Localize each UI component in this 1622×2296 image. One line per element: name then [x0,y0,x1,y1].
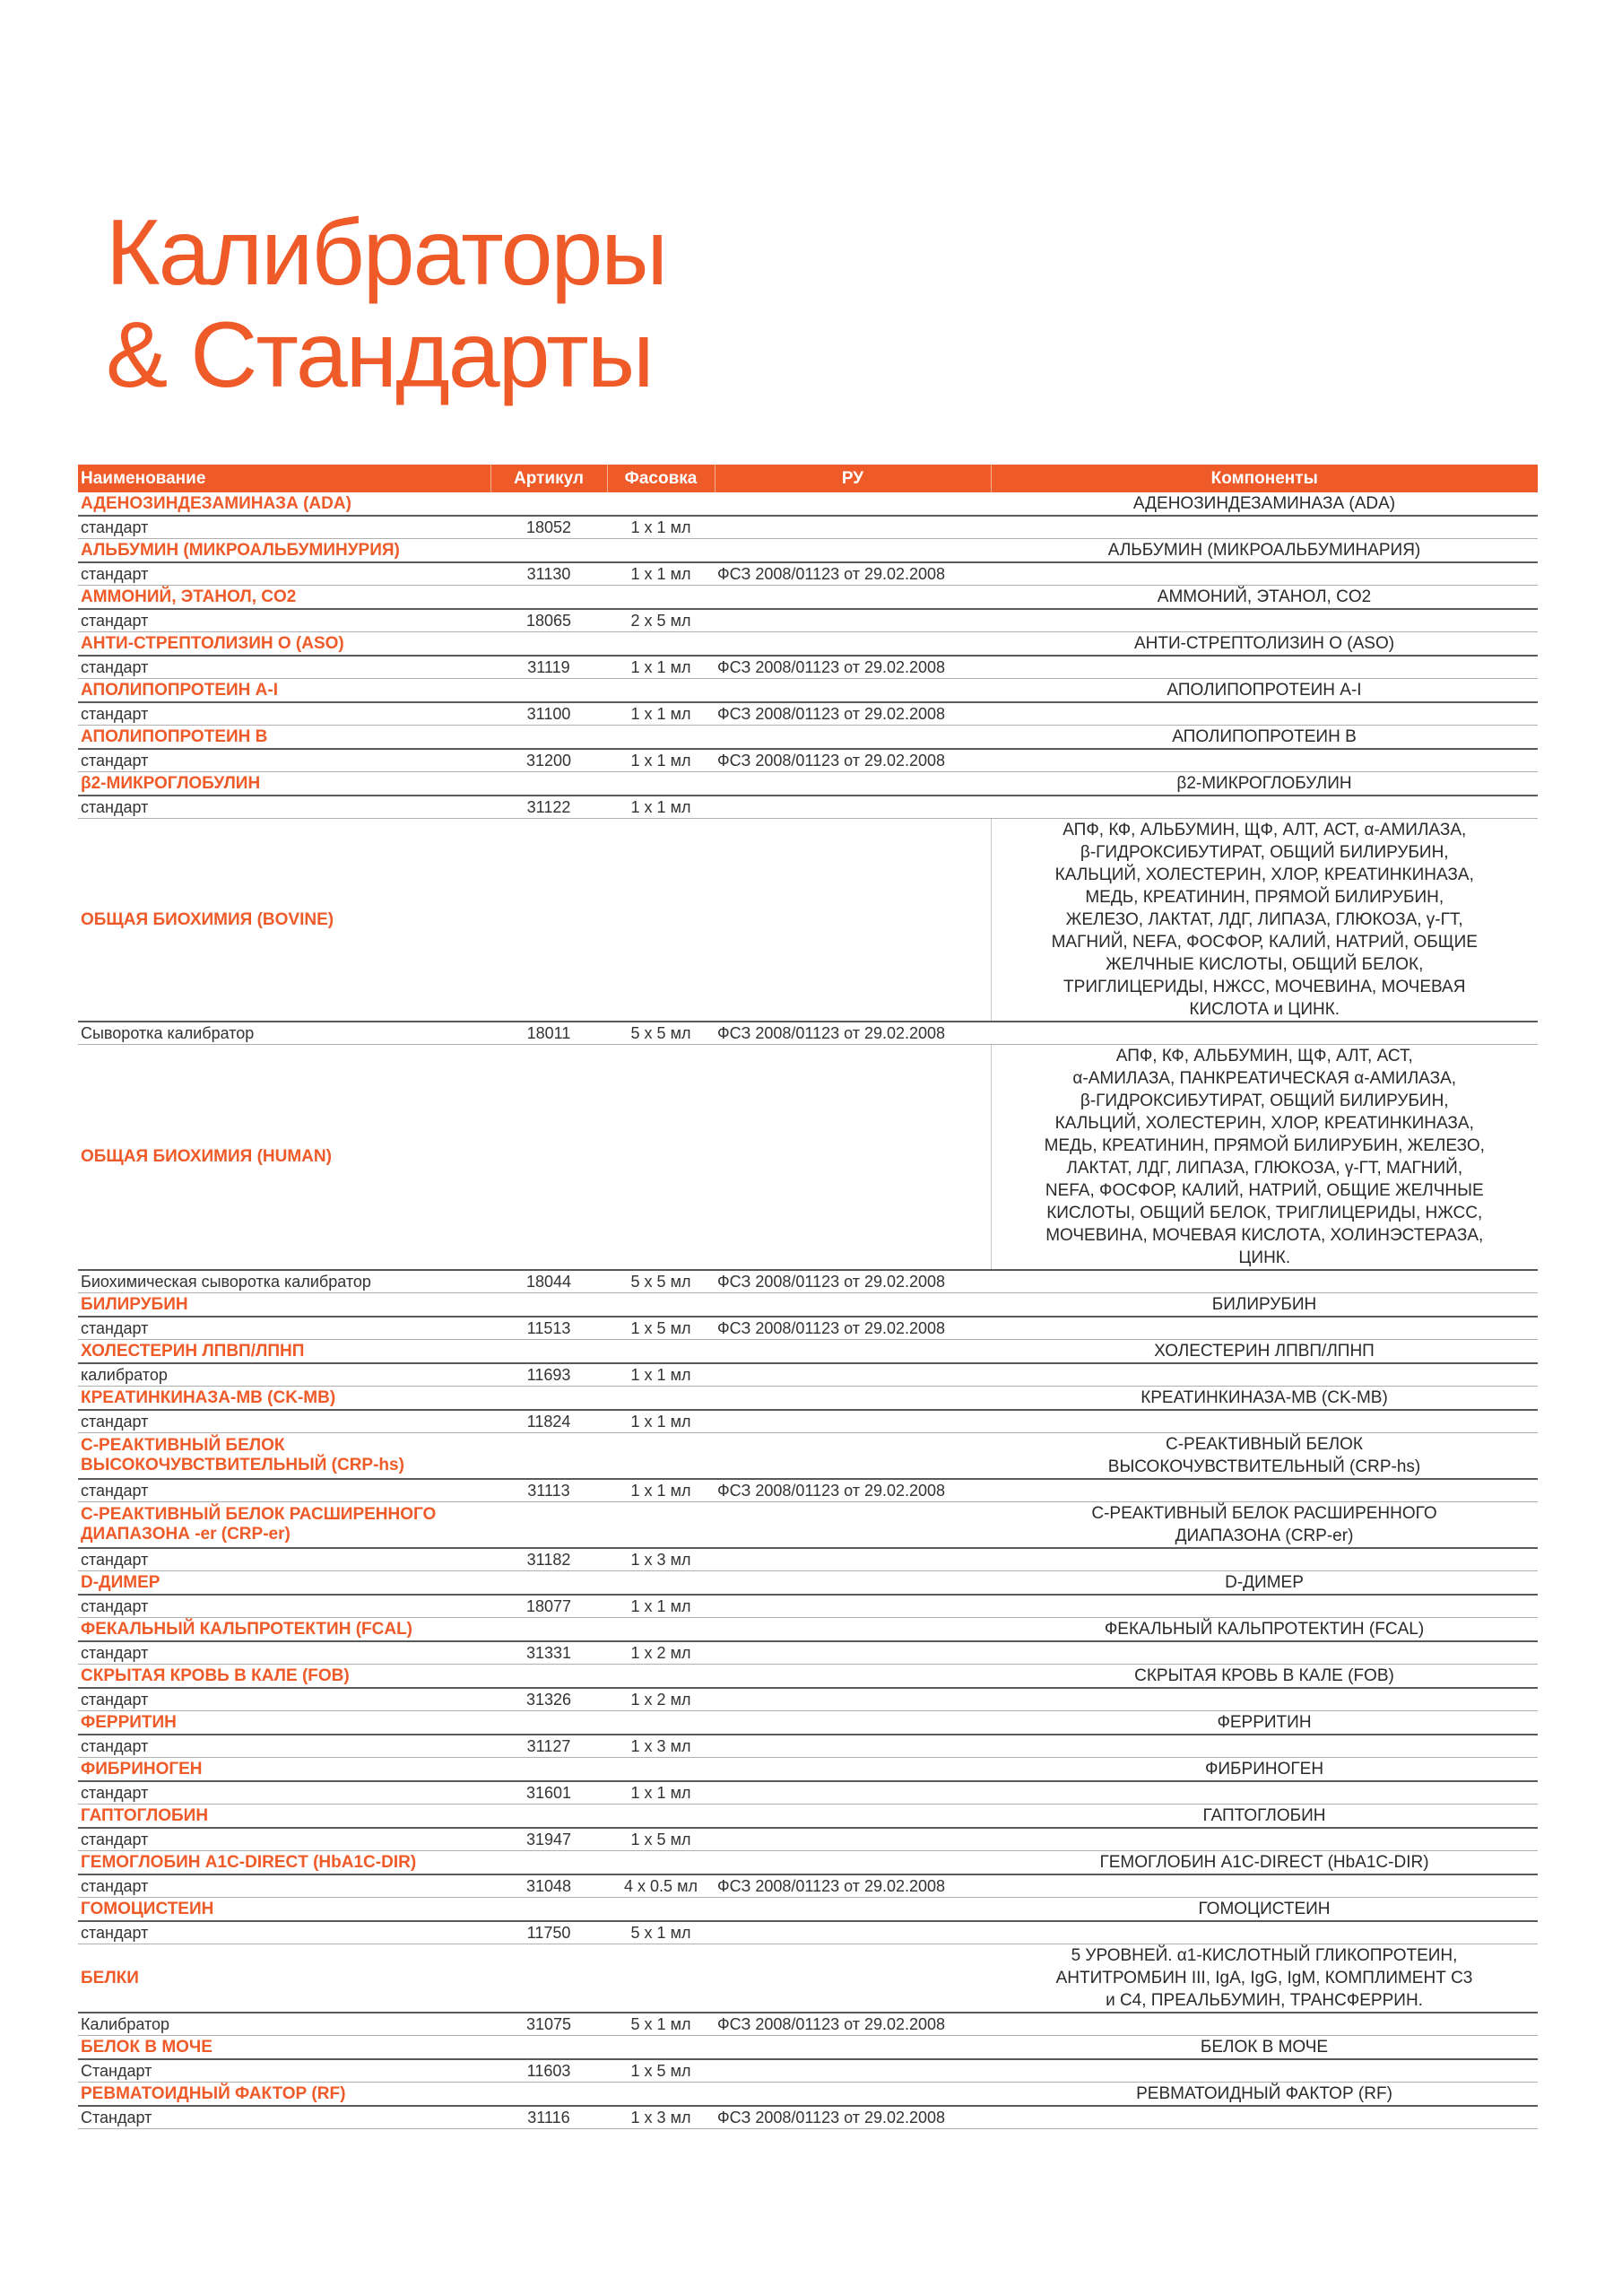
product-name: D-ДИМЕР [78,1571,715,1596]
item-description: Калибратор [78,2013,490,2036]
empty-cell [991,1828,1538,1851]
item-ru [715,1735,991,1758]
product-table-container [78,465,1538,2129]
empty-cell [715,1851,991,1875]
text-line: β-ГИДРОКСИБУТИРАТ, ОБЩИЙ БИЛИРУБИН, [1080,843,1449,862]
item-ru: ФСЗ 2008/01123 от 29.02.2008 [715,2106,991,2129]
item-article: 31326 [490,1688,607,1711]
text-line: АНТИТРОМБИН III, IgA, IgG, IgM, КОМПЛИМЕНТ C3 [1055,1969,1473,1987]
product-components: ФИБРИНОГЕН [991,1758,1538,1782]
empty-cell [715,1340,991,1364]
empty-cell [991,2106,1538,2129]
item-row [78,562,1538,586]
item-article: 18065 [490,609,607,632]
header-name: Наименование [78,465,490,492]
title-line-1: Калибраторы [106,201,667,305]
product-components: АЛЬБУМИН (МИКРОАЛЬБУМИНАРИЯ) [991,539,1538,563]
item-ru [715,1688,991,1711]
text-line: МЕДЬ, КРЕАТИНИН, ПРЯМОЙ БИЛИРУБИН, [1085,888,1444,907]
product-components: РЕВМАТОИДНЫЙ ФАКТОР (RF) [991,2083,1538,2107]
text-line: КАЛЬЦИЙ, ХОЛЕСТЕРИН, ХЛОР, КРЕАТИНКИНАЗА, [1054,865,1474,884]
item-row [78,2059,1538,2083]
empty-cell [715,492,991,516]
item-row [78,1828,1538,1851]
item-pack: 1 x 1 мл [607,516,715,539]
item-article: 31601 [490,1781,607,1805]
header-article: Артикул [490,465,607,492]
empty-cell [991,1595,1538,1618]
text-line: МОЧЕВИНА, МОЧЕВАЯ КИСЛОТА, ХОЛИНЭСТЕРАЗА, [1045,1226,1484,1245]
item-description: стандарт [78,1874,490,1898]
item-article: 31048 [490,1874,607,1898]
text-line: ДИАПАЗОНА (CRP-er) [1175,1526,1354,1545]
item-article: 18052 [490,516,607,539]
item-description: Сыворотка калибратор [78,1022,490,1045]
empty-cell [991,702,1538,726]
product-components: ГОМОЦИСТЕИН [991,1898,1538,1922]
item-article: 31119 [490,656,607,679]
header-components: Компоненты [991,465,1538,492]
product-name: АПОЛИПОПРОТЕИН A-I [78,679,715,703]
product-row [78,539,1538,563]
product-components: АММОНИЙ, ЭТАНОЛ, CO2 [991,586,1538,610]
header-ru: РУ [715,465,991,492]
product-row [78,1665,1538,1689]
empty-cell [715,1665,991,1689]
empty-cell [715,1758,991,1782]
empty-cell [991,1688,1538,1711]
product-name: КРЕАТИНКИНАЗА-MB (CK-MB) [78,1387,715,1411]
text-line: С-РЕАКТИВНЫЙ БЕЛОК РАСШИРЕННОГО [81,1505,437,1524]
empty-cell [715,1387,991,1411]
product-name: РЕВМАТОИДНЫЙ ФАКТОР (RF) [78,2083,715,2107]
product-row [78,1711,1538,1735]
text-line: МЕДЬ, КРЕАТИНИН, ПРЯМОЙ БИЛИРУБИН, ЖЕЛЕЗО, [1044,1136,1485,1155]
item-description: стандарт [78,1548,490,1571]
product-name: АММОНИЙ, ЭТАНОЛ, CO2 [78,586,715,610]
product-name: ГЕМОГЛОБИН A1C-DIRECT (HbA1C-DIR) [78,1851,715,1875]
item-row [78,1641,1538,1665]
item-article: 11750 [490,1921,607,1944]
empty-cell [715,1805,991,1829]
item-pack: 1 x 5 мл [607,1317,715,1340]
page-title [106,202,666,406]
text-line: ЦИНК. [1238,1248,1291,1267]
item-description: стандарт [78,1317,490,1340]
product-row [78,1571,1538,1596]
item-description: стандарт [78,562,490,586]
empty-cell [991,1735,1538,1758]
item-ru [715,1595,991,1618]
empty-cell [991,1479,1538,1502]
item-row [78,702,1538,726]
item-ru [715,1921,991,1944]
empty-cell [991,1921,1538,1944]
item-pack: 1 x 1 мл [607,1479,715,1502]
item-ru: ФСЗ 2008/01123 от 29.02.2008 [715,2013,991,2036]
product-row [78,1758,1538,1782]
empty-cell [991,1641,1538,1665]
item-article: 31182 [490,1548,607,1571]
product-row [78,632,1538,657]
text-line: α-АМИЛАЗА, ПАНКРЕАТИЧЕСКАЯ α-АМИЛАЗА, [1072,1069,1457,1088]
item-row [78,656,1538,679]
empty-cell [715,679,991,703]
item-article: 31122 [490,796,607,819]
product-table [78,465,1538,2129]
text-line: и C4, ПРЕАЛЬБУМИН, ТРАНСФЕРРИН. [1106,1991,1423,2010]
empty-cell [991,1363,1538,1387]
item-ru: ФСЗ 2008/01123 от 29.02.2008 [715,1479,991,1502]
item-pack: 1 x 1 мл [607,1781,715,1805]
text-line: С-РЕАКТИВНЫЙ БЕЛОК [81,1436,285,1455]
product-row [78,1340,1538,1364]
empty-cell [715,1502,991,1549]
empty-cell [991,1410,1538,1433]
item-row [78,1921,1538,1944]
item-ru [715,1410,991,1433]
empty-cell [715,772,991,796]
empty-cell [715,1618,991,1642]
product-components: СКРЫТАЯ КРОВЬ В КАЛЕ (FOB) [991,1665,1538,1689]
text-line: ЖЕЛЧНЫЕ КИСЛОТЫ, ОБЩИЙ БЕЛОК, [1106,955,1424,974]
empty-cell [991,2013,1538,2036]
empty-cell [490,819,991,1022]
item-row [78,1595,1538,1618]
item-pack: 1 x 1 мл [607,702,715,726]
product-row [78,2036,1538,2060]
text-line: ВЫСОКОЧУВСТВИТЕЛЬНЫЙ (CRP-hs) [1107,1457,1421,1476]
text-line: МАГНИЙ, NEFA, ФОСФОР, КАЛИЙ, НАТРИЙ, ОБЩИЕ [1051,933,1478,952]
item-pack: 1 x 3 мл [607,2106,715,2129]
empty-cell [715,632,991,657]
text-line: АПФ, КФ, АЛЬБУМИН, ЩФ, АЛТ, АСТ, α-АМИЛАЗА, [1063,821,1467,839]
item-article: 31113 [490,1479,607,1502]
product-name: БЕЛОК В МОЧЕ [78,2036,715,2060]
empty-cell [715,1433,991,1480]
item-description: Стандарт [78,2059,490,2083]
item-row [78,2013,1538,2036]
product-components: БИЛИРУБИН [991,1293,1538,1318]
empty-cell [991,562,1538,586]
empty-cell [715,1944,991,2013]
item-ru: ФСЗ 2008/01123 от 29.02.2008 [715,1317,991,1340]
product-row [78,1387,1538,1411]
empty-cell [991,1548,1538,1571]
item-description: стандарт [78,1921,490,1944]
item-pack: 1 x 5 мл [607,1828,715,1851]
product-name: АДЕНОЗИНДЕЗАМИНАЗА (ADA) [78,492,715,516]
item-description: стандарт [78,516,490,539]
product-row [78,1618,1538,1642]
item-row [78,1735,1538,1758]
product-name: АНТИ-СТРЕПТОЛИЗИН О (ASO) [78,632,715,657]
item-pack: 4 x 0.5 мл [607,1874,715,1898]
item-description: стандарт [78,1410,490,1433]
text-line: 5 УРОВНЕЙ. α1-КИСЛОТНЫЙ ГЛИКОПРОТЕИН, [1071,1946,1458,1965]
item-ru: ФСЗ 2008/01123 от 29.02.2008 [715,562,991,586]
header-pack: Фасовка [607,465,715,492]
title-line-2: & Стандарты [106,303,653,407]
item-ru [715,516,991,539]
product-name: ФЕРРИТИН [78,1711,715,1735]
empty-cell [991,656,1538,679]
item-article: 31947 [490,1828,607,1851]
item-ru: ФСЗ 2008/01123 от 29.02.2008 [715,1874,991,1898]
item-article: 11513 [490,1317,607,1340]
product-components: ГЕМОГЛОБИН A1C-DIRECT (HbA1C-DIR) [991,1851,1538,1875]
item-row [78,1781,1538,1805]
product-components [991,1433,1538,1480]
item-row [78,1688,1538,1711]
empty-cell [991,516,1538,539]
product-components: β2-МИКРОГЛОБУЛИН [991,772,1538,796]
product-name: АПОЛИПОПРОТЕИН B [78,726,715,750]
item-ru: ФСЗ 2008/01123 от 29.02.2008 [715,749,991,772]
text-line: NEFA, ФОСФОР, КАЛИЙ, НАТРИЙ, ОБЩИЕ ЖЕЛЧНЫЕ [1045,1181,1484,1200]
item-article: 11693 [490,1363,607,1387]
text-line: С-РЕАКТИВНЫЙ БЕЛОК РАСШИРЕННОГО [1091,1504,1437,1523]
item-article: 11824 [490,1410,607,1433]
empty-cell [715,1293,991,1318]
empty-cell [991,1022,1538,1045]
product-row [78,1944,1538,2013]
text-line: АПФ, КФ, АЛЬБУМИН, ЩФ, АЛТ, АСТ, [1115,1047,1413,1065]
text-line: КАЛЬЦИЙ, ХОЛЕСТЕРИН, ХЛОР, КРЕАТИНКИНАЗА, [1054,1114,1474,1133]
item-article: 18077 [490,1595,607,1618]
empty-cell [715,1898,991,1922]
empty-cell [715,1711,991,1735]
item-ru [715,1828,991,1851]
product-components [991,819,1538,1022]
empty-cell [715,726,991,750]
item-ru [715,1363,991,1387]
product-components: АНТИ-СТРЕПТОЛИЗИН О (ASO) [991,632,1538,657]
empty-cell [715,2083,991,2107]
product-name: ОБЩАЯ БИОХИМИЯ (HUMAN) [78,1045,490,1271]
item-pack: 1 x 1 мл [607,656,715,679]
item-ru [715,1548,991,1571]
item-ru [715,609,991,632]
item-ru [715,1641,991,1665]
empty-cell [991,2059,1538,2083]
product-components: АПОЛИПОПРОТЕИН A-I [991,679,1538,703]
item-article: 18044 [490,1270,607,1293]
item-pack: 1 x 2 мл [607,1688,715,1711]
empty-cell [490,1045,991,1271]
item-row [78,1270,1538,1293]
empty-cell [715,586,991,610]
item-ru [715,1781,991,1805]
item-description: стандарт [78,1641,490,1665]
product-components: ГАПТОГЛОБИН [991,1805,1538,1829]
text-line: ДИАПАЗОНА -er (CRP-er) [81,1525,291,1544]
product-name: ФИБРИНОГЕН [78,1758,715,1782]
text-line: ЛАКТАТ, ЛДГ, ЛИПАЗА, ГЛЮКОЗА, γ-ГТ, МАГНИЙ, [1066,1159,1463,1178]
product-row [78,1293,1538,1318]
item-description: калибратор [78,1363,490,1387]
product-row [78,1805,1538,1829]
product-components: АДЕНОЗИНДЕЗАМИНАЗА (ADA) [991,492,1538,516]
item-row [78,516,1538,539]
product-row [78,679,1538,703]
item-pack: 1 x 1 мл [607,749,715,772]
item-article: 31331 [490,1641,607,1665]
product-name: СКРЫТАЯ КРОВЬ В КАЛЕ (FOB) [78,1665,715,1689]
empty-cell [715,2036,991,2060]
item-row [78,1022,1538,1045]
empty-cell [715,1571,991,1596]
product-name: АЛЬБУМИН (МИКРОАЛЬБУМИНУРИЯ) [78,539,715,563]
item-row [78,1548,1538,1571]
item-pack: 1 x 1 мл [607,1363,715,1387]
item-pack: 1 x 1 мл [607,1595,715,1618]
item-pack: 1 x 3 мл [607,1735,715,1758]
empty-cell [991,749,1538,772]
item-pack: 1 x 1 мл [607,1410,715,1433]
product-row [78,1045,1538,1271]
text-line: β-ГИДРОКСИБУТИРАТ, ОБЩИЙ БИЛИРУБИН, [1080,1091,1449,1110]
product-row [78,1898,1538,1922]
product-components: АПОЛИПОПРОТЕИН B [991,726,1538,750]
item-ru [715,796,991,819]
item-ru: ФСЗ 2008/01123 от 29.02.2008 [715,656,991,679]
item-row [78,1410,1538,1433]
text-line: КИСЛОТА и ЦИНК. [1189,1000,1340,1019]
product-components: КРЕАТИНКИНАЗА-MB (CK-MB) [991,1387,1538,1411]
empty-cell [991,1317,1538,1340]
item-pack: 5 x 1 мл [607,1921,715,1944]
item-article: 31116 [490,2106,607,2129]
item-description: стандарт [78,749,490,772]
item-row [78,1363,1538,1387]
product-components [991,1944,1538,2013]
empty-cell [715,539,991,563]
item-description: стандарт [78,702,490,726]
text-line: КИСЛОТЫ, ОБЩИЙ БЕЛОК, ТРИГЛИЦЕРИДЫ, НЖСС, [1046,1204,1483,1222]
item-row [78,609,1538,632]
item-description: Биохимическая сыворотка калибратор [78,1270,490,1293]
product-name: БЕЛКИ [78,1944,715,2013]
product-row [78,2083,1538,2107]
table-header-row [78,465,1538,492]
product-row [78,1502,1538,1549]
item-pack: 1 x 1 мл [607,562,715,586]
text-line: С-РЕАКТИВНЫЙ БЕЛОК [1165,1435,1363,1454]
product-name: β2-МИКРОГЛОБУЛИН [78,772,715,796]
product-row [78,1433,1538,1480]
item-ru [715,2059,991,2083]
item-description: стандарт [78,1688,490,1711]
item-pack: 1 x 1 мл [607,796,715,819]
text-line: ВЫСОКОЧУВСТВИТЕЛЬНЫЙ (CRP-hs) [81,1456,404,1474]
product-name: БИЛИРУБИН [78,1293,715,1318]
product-components: ХОЛЕСТЕРИН ЛПВП/ЛПНП [991,1340,1538,1364]
item-row [78,1317,1538,1340]
product-name: ГАПТОГЛОБИН [78,1805,715,1829]
item-article: 31127 [490,1735,607,1758]
product-name [78,1502,715,1549]
item-pack: 1 x 5 мл [607,2059,715,2083]
product-row [78,586,1538,610]
product-row [78,1851,1538,1875]
item-row [78,2106,1538,2129]
item-ru: ФСЗ 2008/01123 от 29.02.2008 [715,702,991,726]
product-name: ГОМОЦИСТЕИН [78,1898,715,1922]
item-row [78,1479,1538,1502]
product-row [78,772,1538,796]
item-description: стандарт [78,609,490,632]
item-pack: 1 x 3 мл [607,1548,715,1571]
item-row [78,1874,1538,1898]
item-article: 31075 [490,2013,607,2036]
item-ru: ФСЗ 2008/01123 от 29.02.2008 [715,1022,991,1045]
item-article: 18011 [490,1022,607,1045]
text-line: ЖЕЛЕЗО, ЛАКТАТ, ЛДГ, ЛИПАЗА, ГЛЮКОЗА, γ-ГТ, [1065,910,1463,929]
item-article: 11603 [490,2059,607,2083]
empty-cell [991,1781,1538,1805]
empty-cell [991,609,1538,632]
item-pack: 1 x 2 мл [607,1641,715,1665]
table-body [78,492,1538,2129]
product-row [78,819,1538,1022]
item-pack: 5 x 1 мл [607,2013,715,2036]
item-pack: 2 x 5 мл [607,609,715,632]
item-description: стандарт [78,1781,490,1805]
item-article: 31130 [490,562,607,586]
product-components: ФЕКАЛЬНЫЙ КАЛЬПРОТЕКТИН (FCAL) [991,1618,1538,1642]
item-pack: 5 x 5 мл [607,1270,715,1293]
item-article: 31200 [490,749,607,772]
item-description: стандарт [78,656,490,679]
product-components: D-ДИМЕР [991,1571,1538,1596]
empty-cell [991,1874,1538,1898]
item-description: Стандарт [78,2106,490,2129]
item-row [78,749,1538,772]
product-components [991,1045,1538,1271]
product-name [78,1433,715,1480]
product-row [78,492,1538,516]
item-description: стандарт [78,1479,490,1502]
product-components: ФЕРРИТИН [991,1711,1538,1735]
empty-cell [991,796,1538,819]
item-pack: 5 x 5 мл [607,1022,715,1045]
product-name: ХОЛЕСТЕРИН ЛПВП/ЛПНП [78,1340,715,1364]
product-components: БЕЛОК В МОЧЕ [991,2036,1538,2060]
item-row [78,796,1538,819]
item-description: стандарт [78,1828,490,1851]
item-description: стандарт [78,796,490,819]
item-ru: ФСЗ 2008/01123 от 29.02.2008 [715,1270,991,1293]
empty-cell [991,1270,1538,1293]
product-name: ОБЩАЯ БИОХИМИЯ (BOVINE) [78,819,490,1022]
product-row [78,726,1538,750]
product-components [991,1502,1538,1549]
item-article: 31100 [490,702,607,726]
item-description: стандарт [78,1735,490,1758]
text-line: ТРИГЛИЦЕРИДЫ, НЖСС, МОЧЕВИНА, МОЧЕВАЯ [1063,978,1466,996]
product-name: ФЕКАЛЬНЫЙ КАЛЬПРОТЕКТИН (FCAL) [78,1618,715,1642]
item-description: стандарт [78,1595,490,1618]
